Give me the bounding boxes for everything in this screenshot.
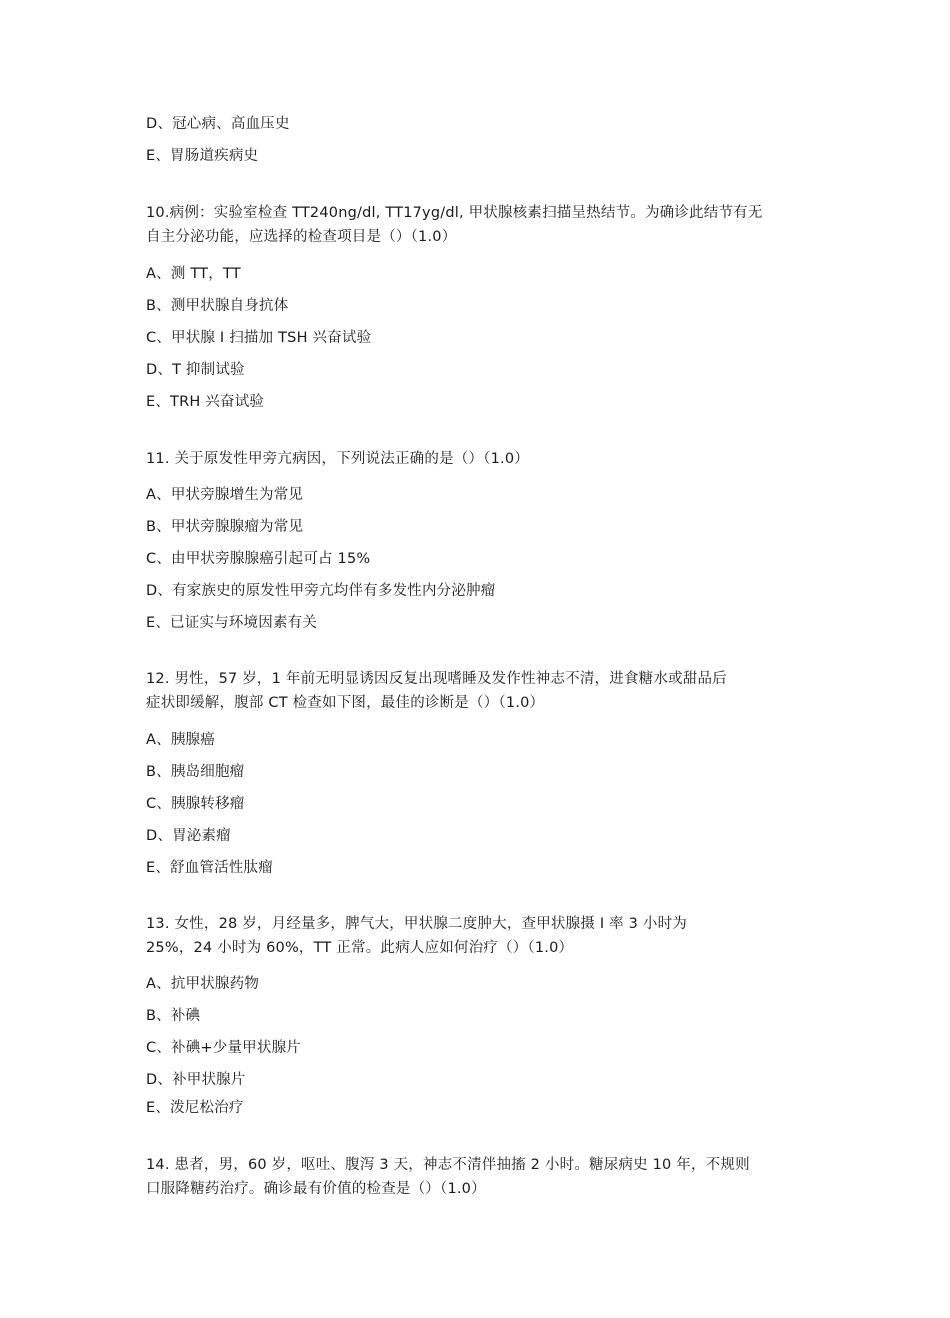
question-text-line: 25%，24 小时为 60%，TT 正常。此病人应如何治疗（）（1.0） <box>146 940 574 956</box>
option-d: D、T 抑制试验 <box>146 362 245 378</box>
question-text-line: 症状即缓解，腹部 CT 检查如下图，最佳的诊断是（）（1.0） <box>146 695 545 711</box>
option-d: D、补甲状腺片 <box>146 1072 246 1088</box>
option-a: A、甲状旁腺增生为常见 <box>146 487 304 503</box>
question-text-line: 12. 男性，57 岁，1 年前无明显诱因反复出现嗜睡及发作性神志不清，进食糖水或甜品后 <box>146 671 727 687</box>
option-b: B、甲状旁腺腺瘤为常见 <box>146 519 304 535</box>
option-d: D、有家族史的原发性甲旁亢均伴有多发性内分泌肿瘤 <box>146 583 496 599</box>
question-text-line: 14. 患者，男，60 岁，呕吐、腹泻 3 天，神志不清伴抽搐 2 小时。糖尿病史 10 年，不规则 <box>146 1157 750 1173</box>
option-b: B、胰岛细胞瘤 <box>146 764 245 780</box>
question-12 <box>146 667 806 715</box>
document-page <box>146 0 806 1318</box>
question-text-line: 13. 女性，28 岁，月经量多，脾气大，甲状腺二度肿大，查甲状腺摄 I 率 3 小时为 <box>146 916 687 932</box>
option-e: E、TRH 兴奋试验 <box>146 394 265 410</box>
option-e: E、胃肠道疾病史 <box>146 148 259 164</box>
question-text-line: 10.病例：实验室检查 TT240ng/dl, TT17yg/dl, 甲状腺核素扫描呈热结节。为确诊此结节有无 <box>146 205 763 221</box>
option-c: C、胰腺转移瘤 <box>146 796 245 812</box>
option-b: B、测甲状腺自身抗体 <box>146 298 289 314</box>
option-a: A、胰腺癌 <box>146 732 215 748</box>
option-d: D、冠心病、高血压史 <box>146 116 290 132</box>
option-e: E、已证实与环境因素有关 <box>146 615 318 631</box>
option-c: C、甲状腺 I 扫描加 TSH 兴奋试验 <box>146 330 372 346</box>
option-a: A、测 TT，TT <box>146 266 241 282</box>
option-e: E、泼尼松治疗 <box>146 1100 244 1116</box>
question-10 <box>146 201 806 249</box>
question-text-line: 口服降糖药治疗。确诊最有价值的检查是（）（1.0） <box>146 1181 486 1197</box>
question-14 <box>146 1153 806 1201</box>
option-d: D、胃泌素瘤 <box>146 828 231 844</box>
option-c: C、由甲状旁腺腺癌引起可占 15% <box>146 551 371 567</box>
option-b: B、补碘 <box>146 1008 201 1024</box>
option-a: A、抗甲状腺药物 <box>146 976 260 992</box>
question-11: 11. 关于原发性甲旁亢病因，下列说法正确的是（）（1.0） <box>146 451 529 467</box>
option-c: C、补碘+少量甲状腺片 <box>146 1040 301 1056</box>
question-13 <box>146 912 806 960</box>
option-e: E、舒血管活性肽瘤 <box>146 860 273 876</box>
question-text-line: 自主分泌功能，应选择的检查项目是（）（1.0） <box>146 229 457 245</box>
